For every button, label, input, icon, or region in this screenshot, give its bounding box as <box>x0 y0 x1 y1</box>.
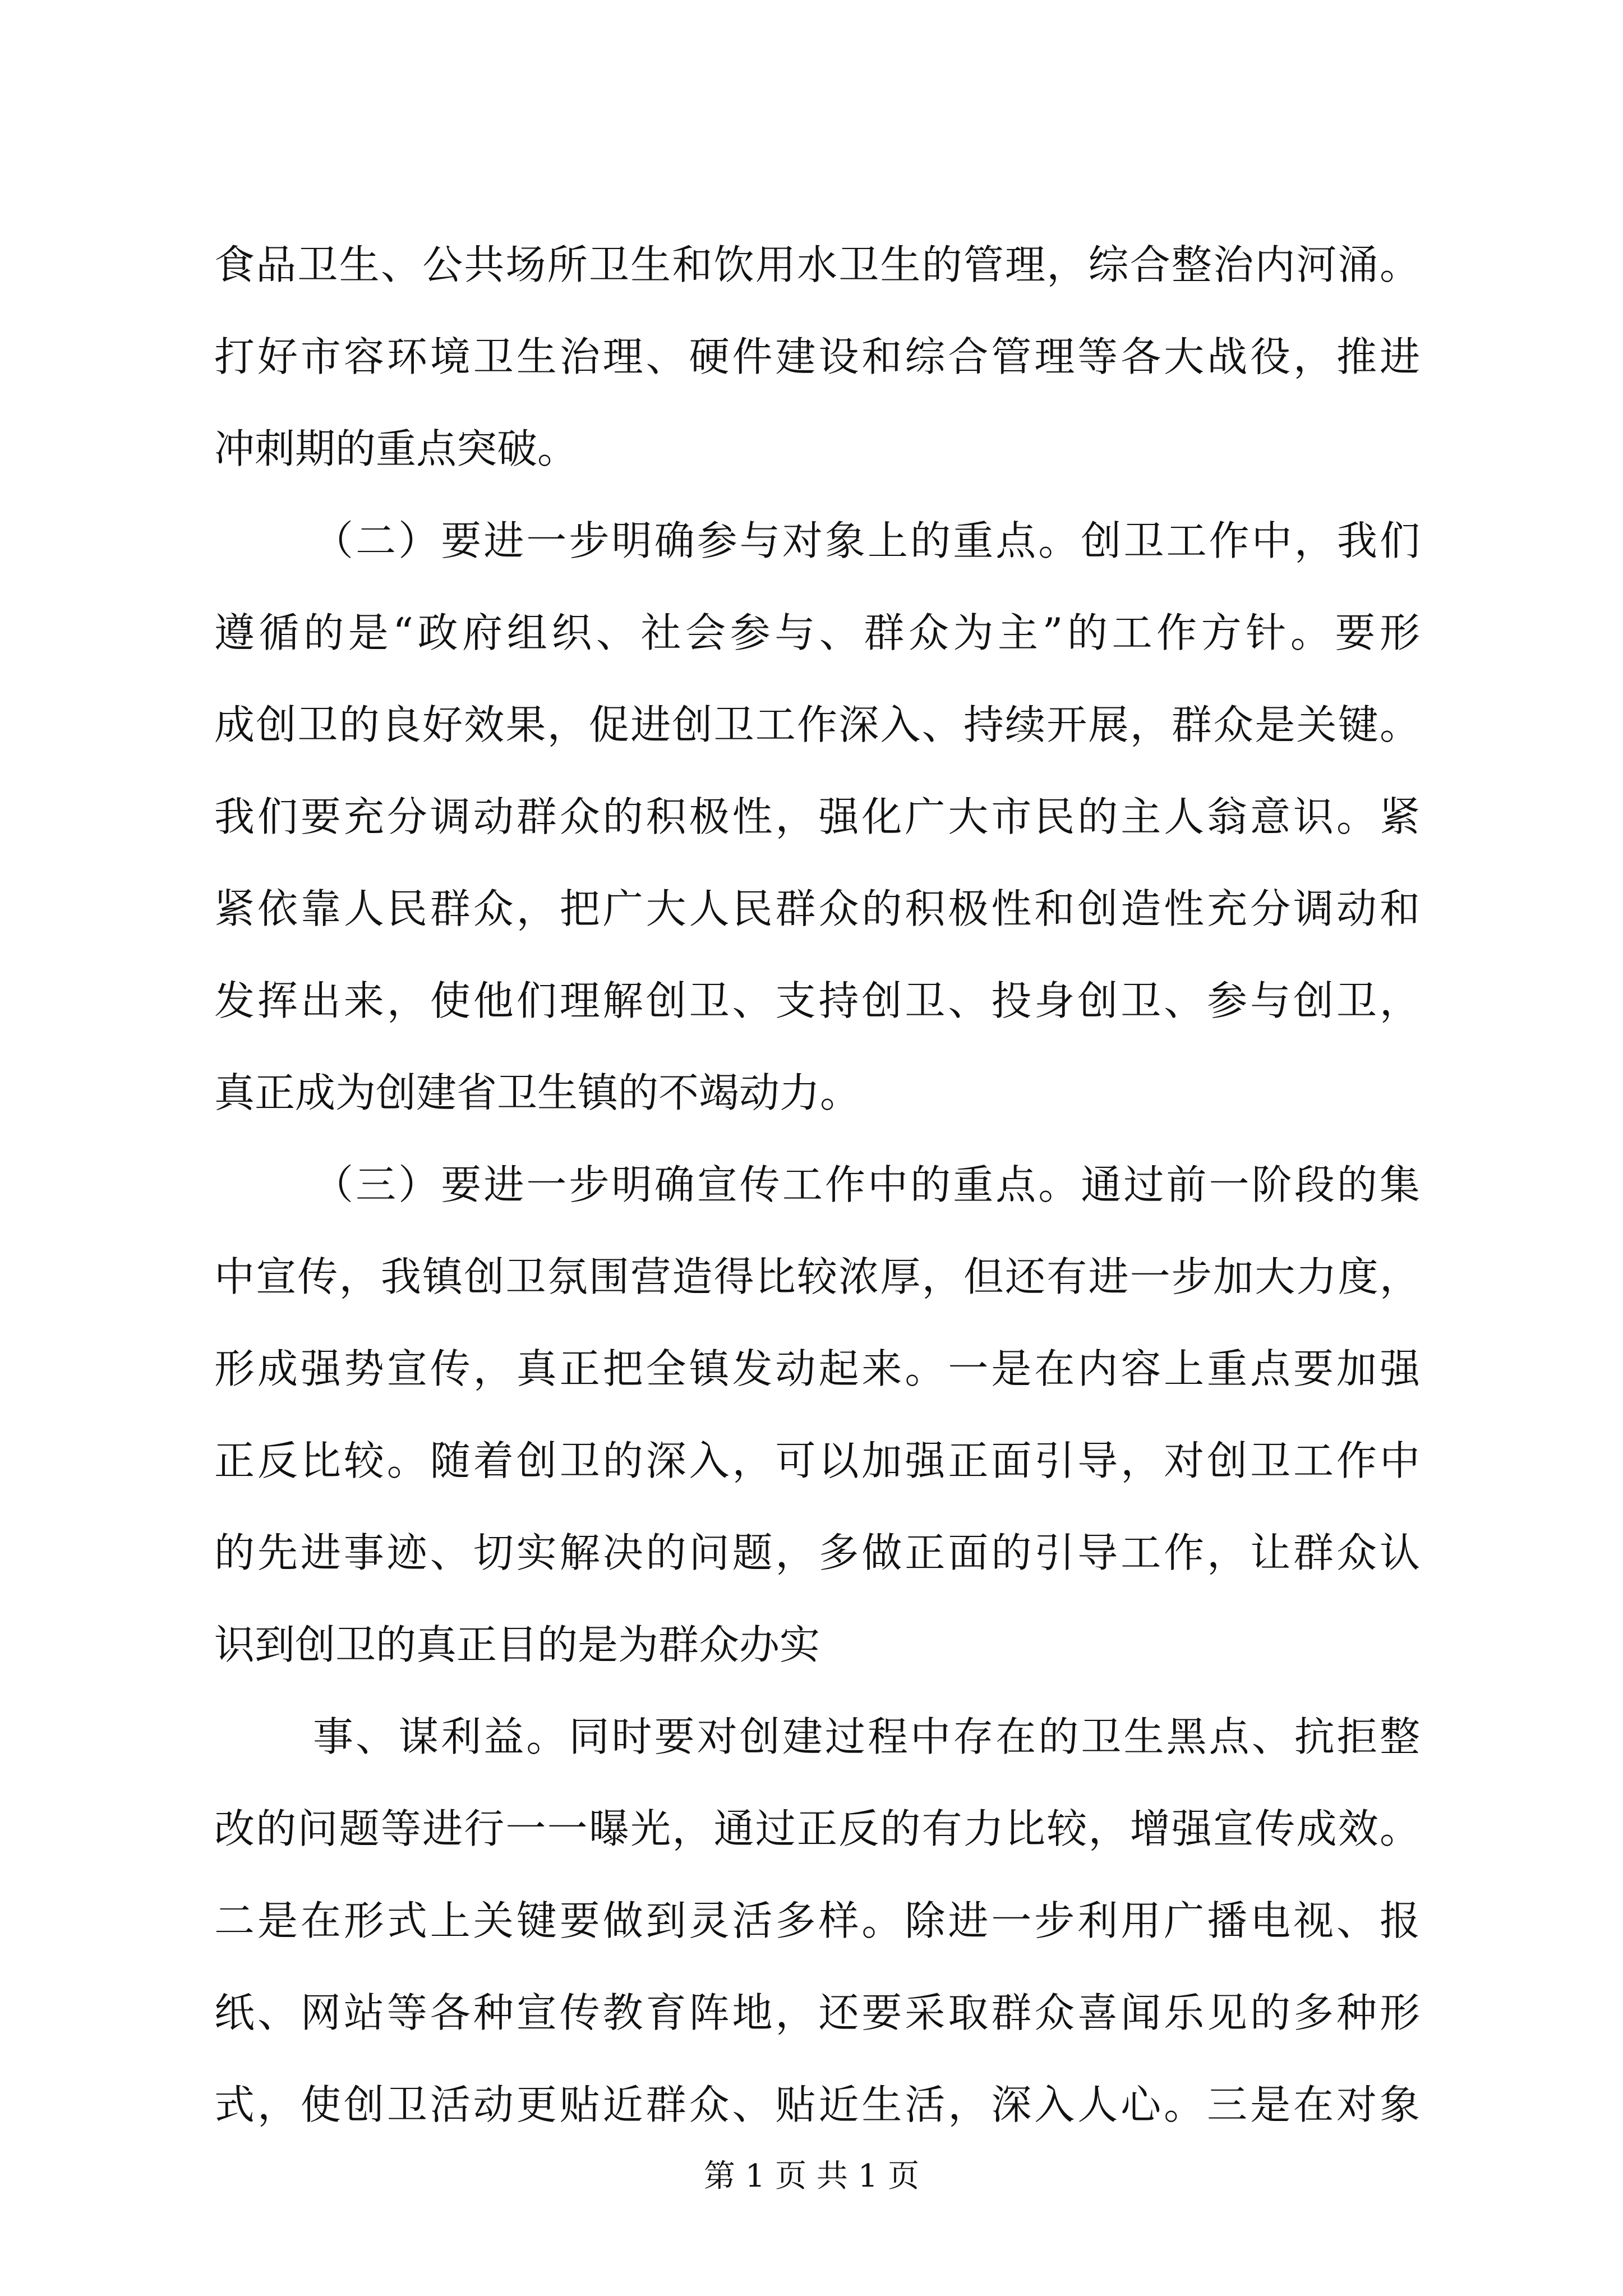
page-number-footer: 第 1 页 共 1 页 <box>703 2158 920 2194</box>
text-line-17: 事、谋利益。同时要对创建过程中存在的卫生黑点、抗拒整 <box>313 1713 1420 1760</box>
text-line-9: 发挥出来，使他们理解创卫、支持创卫、投身创卫、参与创卫， <box>214 977 1420 1024</box>
text-line-1: 食品卫生、公共场所卫生和饮用水卫生的管理，综合整治内河涌。 <box>214 241 1420 288</box>
text-line-10: 真正成为创建省卫生镇的不竭动力。 <box>214 1069 861 1116</box>
document-body <box>214 219 1420 2151</box>
text-line-7: 我们要充分调动群众的积极性，强化广大市民的主人翁意识。紧 <box>214 793 1420 840</box>
text-line-8: 紧依靠人民群众，把广大人民群众的积极性和创造性充分调动和 <box>214 885 1420 932</box>
text-line-19: 二是在形式上关键要做到灵活多样。除进一步利用广播电视、报 <box>214 1897 1420 1944</box>
text-line-16: 识到创卫的真正目的是为群众办实 <box>214 1621 820 1668</box>
text-line-5: 遵循的是“政府组织、社会参与、群众为主”的工作方针。要形 <box>214 609 1420 656</box>
text-line-14: 正反比较。随着创卫的深入，可以加强正面引导，对创卫工作中 <box>214 1437 1420 1484</box>
text-line-4: （二）要进一步明确参与对象上的重点。创卫工作中，我们 <box>313 517 1420 564</box>
text-line-2: 打好市容环境卫生治理、硬件建设和综合管理等各大战役，推进 <box>214 333 1420 380</box>
text-line-20: 纸、网站等各种宣传教育阵地，还要采取群众喜闻乐见的多种形 <box>214 1989 1420 2036</box>
text-line-11: （三）要进一步明确宣传工作中的重点。通过前一阶段的集 <box>313 1161 1420 1208</box>
text-line-21: 式，使创卫活动更贴近群众、贴近生活，深入人心。三是在对象 <box>214 2081 1420 2128</box>
text-line-18: 改的问题等进行一一曝光，通过正反的有力比较，增强宣传成效。 <box>214 1805 1420 1852</box>
text-line-12: 中宣传，我镇创卫氛围营造得比较浓厚，但还有进一步加大力度， <box>214 1253 1420 1300</box>
text-line-13: 形成强势宣传，真正把全镇发动起来。一是在内容上重点要加强 <box>214 1345 1420 1392</box>
text-line-6: 成创卫的良好效果，促进创卫工作深入、持续开展，群众是关键。 <box>214 701 1420 748</box>
text-line-15: 的先进事迹、切实解决的问题，多做正面的引导工作，让群众认 <box>214 1529 1420 1576</box>
text-line-3: 冲刺期的重点突破。 <box>214 425 578 472</box>
